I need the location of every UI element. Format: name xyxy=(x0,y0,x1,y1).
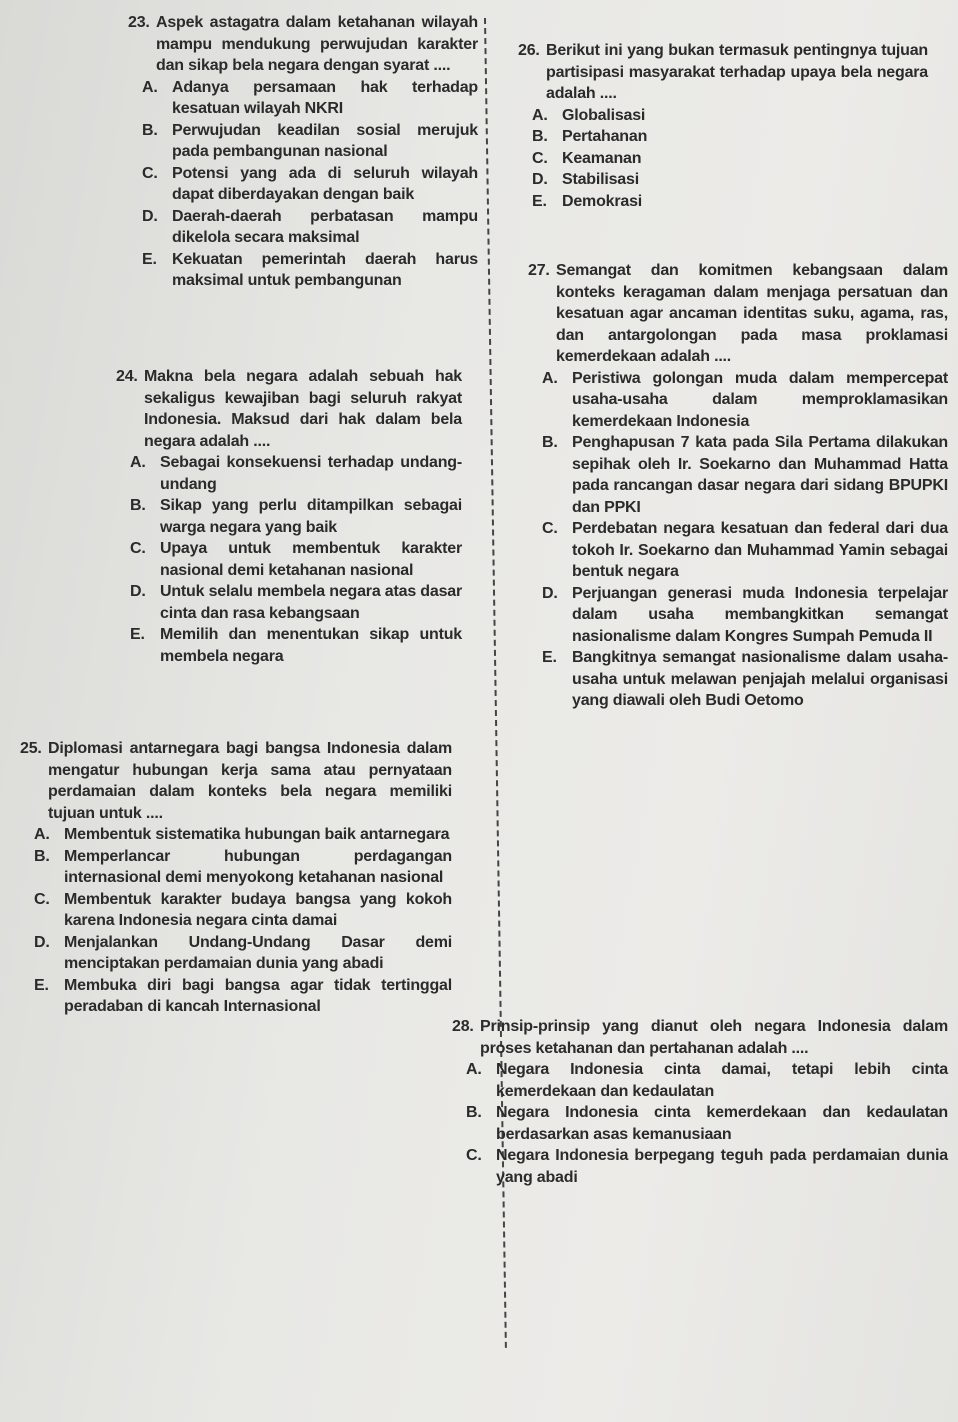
answer-option[interactable] xyxy=(130,581,462,624)
option-text: Keamanan xyxy=(562,149,642,167)
question-27 xyxy=(528,260,948,712)
option-letter: B. xyxy=(542,434,558,451)
question-26 xyxy=(518,40,928,212)
answer-option[interactable] xyxy=(142,120,478,163)
option-text: Perdebatan negara kesatuan dan federal dari dua tokoh Ir. Soekarno dan Muhammad Yamin sebagai bentuk negara xyxy=(572,520,948,580)
answer-option[interactable] xyxy=(142,249,478,292)
option-letter: E. xyxy=(532,192,547,210)
option-letter: B. xyxy=(130,497,146,514)
answer-option[interactable] xyxy=(34,932,452,975)
answer-option[interactable] xyxy=(542,368,948,433)
option-text: Penghapusan 7 kata pada Sila Pertama dilakukan sepihak oleh Ir. Soekarno dan Muhammad Hatta pada rancangan dasar negara dari sidang BPUPKI dan PPKI xyxy=(572,434,948,516)
option-text: Potensi yang ada di seluruh wilayah dapat diberdayakan dengan baik xyxy=(172,164,478,203)
option-text: Untuk selalu membela negara atas dasar cinta dan rasa kebangsaan xyxy=(160,583,462,622)
question-text: Semangat dan komitmen kebangsaan dalam konteks keragaman dalam menjaga persatuan dan kesatuan agar ancaman identitas suku, agama, ras, dan antargolongan pada masa proklamasi kemerdekaan adalah .... xyxy=(556,262,948,365)
answer-option[interactable] xyxy=(532,148,928,170)
option-letter: B. xyxy=(34,847,50,865)
option-text: Perwujudan keadilan sosial merujuk pada pembangunan nasional xyxy=(172,121,478,160)
question-stem xyxy=(20,738,452,824)
question-text: Diplomasi antarnegara bagi bangsa Indonesia dalam mengatur hubungan kerja sama atau pernyataan perdamaian dalam konteks bela negara memiliki tujuan untuk .... xyxy=(48,740,452,822)
answer-option[interactable] xyxy=(542,518,948,583)
question-24 xyxy=(116,366,462,667)
options-list xyxy=(542,368,948,712)
option-letter: B. xyxy=(466,1104,482,1121)
option-text: Sikap yang perlu ditampilkan sebagai warga negara yang baik xyxy=(160,497,462,536)
option-text: Adanya persamaan hak terhadap kesatuan wilayah NKRI xyxy=(172,78,478,117)
question-number: 26. xyxy=(518,42,540,59)
option-text: Memperlancar hubungan perdagangan internasional demi menyokong ketahanan nasional xyxy=(64,847,452,886)
option-text: Pertahanan xyxy=(562,128,648,145)
option-letter: C. xyxy=(34,890,50,908)
question-text: Makna bela negara adalah sebuah hak sekaligus kewajiban bagi seluruh rakyat Indonesia. Maksud dari hak dalam bela negara adalah .... xyxy=(144,368,462,450)
question-stem xyxy=(452,1016,948,1059)
option-letter: D. xyxy=(542,584,558,602)
answer-option[interactable] xyxy=(542,647,948,712)
answer-option[interactable] xyxy=(130,495,462,538)
option-letter: D. xyxy=(130,583,146,600)
option-text: Demokrasi xyxy=(562,192,643,210)
answer-option[interactable] xyxy=(34,889,452,932)
answer-option[interactable] xyxy=(542,583,948,648)
option-text: Membentuk karakter budaya bangsa yang kokoh karena Indonesia negara cinta damai xyxy=(64,890,452,929)
question-text: Aspek astagatra dalam ketahanan wilayah mampu mendukung perwujudan karakter dan sikap bela negara dengan syarat .... xyxy=(156,14,478,74)
option-letter: C. xyxy=(130,540,146,557)
options-list xyxy=(34,824,452,1018)
answer-option[interactable] xyxy=(532,126,928,148)
option-text: Daerah-daerah perbatasan mampu dikelola secara maksimal xyxy=(172,207,478,246)
answer-option[interactable] xyxy=(532,169,928,191)
answer-option[interactable] xyxy=(34,824,452,846)
answer-option[interactable] xyxy=(34,975,452,1018)
option-letter: A. xyxy=(34,826,50,843)
question-stem xyxy=(116,366,462,452)
options-list xyxy=(142,77,478,292)
option-text: Negara Indonesia cinta kemerdekaan dan kedaulatan berdasarkan asas kemanusiaan xyxy=(496,1104,948,1143)
option-text: Negara Indonesia berpegang teguh pada perdamaian dunia yang abadi xyxy=(496,1147,948,1186)
option-letter: A. xyxy=(466,1061,482,1078)
answer-option[interactable] xyxy=(466,1102,948,1145)
answer-option[interactable] xyxy=(142,206,478,249)
question-23 xyxy=(128,12,478,292)
answer-option[interactable] xyxy=(542,432,948,518)
option-text: Membentuk sistematika hubungan baik antarnegara xyxy=(64,826,450,843)
option-text: Kekuatan pemerintah daerah harus maksimal untuk pembangunan xyxy=(172,250,478,289)
answer-option[interactable] xyxy=(130,624,462,667)
option-text: Negara Indonesia cinta damai, tetapi lebih cinta kemerdekaan dan kedaulatan xyxy=(496,1061,948,1100)
option-letter: A. xyxy=(130,454,146,471)
option-letter: B. xyxy=(142,121,158,139)
question-28 xyxy=(452,1016,948,1188)
question-text: Prinsip-prinsip yang dianut oleh negara Indonesia dalam proses ketahanan dan pertahanan adalah .... xyxy=(480,1018,948,1057)
option-text: Menjalankan Undang-Undang Dasar demi menciptakan perdamaian dunia yang abadi xyxy=(64,933,452,972)
option-letter: C. xyxy=(142,164,158,182)
question-stem xyxy=(528,260,948,368)
answer-option[interactable] xyxy=(34,846,452,889)
question-number: 23. xyxy=(128,14,150,31)
option-letter: A. xyxy=(542,369,558,387)
option-letter: E. xyxy=(34,976,49,994)
option-text: Memilih dan menentukan sikap untuk membela negara xyxy=(160,626,462,665)
answer-option[interactable] xyxy=(532,191,928,213)
option-text: Upaya untuk membentuk karakter nasional demi ketahanan nasional xyxy=(160,540,462,579)
option-letter: D. xyxy=(142,207,158,225)
option-letter: E. xyxy=(542,649,557,666)
option-text: Bangkitnya semangat nasionalisme dalam usaha-usaha untuk melawan penjajah melalui organisasi yang diawali oleh Budi Oetomo xyxy=(572,649,948,709)
answer-option[interactable] xyxy=(130,452,462,495)
option-text: Globalisasi xyxy=(562,106,646,124)
question-stem xyxy=(518,40,928,105)
option-letter: C. xyxy=(532,149,548,167)
question-number: 27. xyxy=(528,262,550,279)
answer-option[interactable] xyxy=(466,1145,948,1188)
option-letter: C. xyxy=(542,520,558,537)
option-text: Perjuangan generasi muda Indonesia terpelajar dalam usaha membangkitkan semangat nasionalisme dalam Kongres Sumpah Pemuda II xyxy=(572,584,948,645)
option-letter: E. xyxy=(142,250,157,268)
options-list xyxy=(532,105,928,213)
answer-option[interactable] xyxy=(142,163,478,206)
question-number: 28. xyxy=(452,1018,474,1035)
option-letter: B. xyxy=(532,128,548,145)
option-letter: A. xyxy=(142,78,158,96)
option-text: Membuka diri bagi bangsa agar tidak tertinggal peradaban di kancah Internasional xyxy=(64,976,452,1015)
option-text: Sebagai konsekuensi terhadap undang-undang xyxy=(160,454,462,493)
option-text: Peristiwa golongan muda dalam mempercepat usaha-usaha dalam memproklamasikan kemerdekaan Indonesia xyxy=(572,369,948,430)
option-letter: C. xyxy=(466,1147,482,1164)
answer-option[interactable] xyxy=(466,1059,948,1102)
answer-option[interactable] xyxy=(142,77,478,120)
question-number: 25. xyxy=(20,740,42,757)
answer-option[interactable] xyxy=(130,538,462,581)
options-list xyxy=(466,1059,948,1188)
question-number: 24. xyxy=(116,368,138,385)
question-stem xyxy=(128,12,478,77)
question-25 xyxy=(20,738,452,1018)
option-letter: D. xyxy=(34,933,50,951)
option-letter: D. xyxy=(532,171,548,188)
option-text: Stabilisasi xyxy=(562,171,639,188)
option-letter: A. xyxy=(532,106,548,124)
option-letter: E. xyxy=(130,626,145,643)
answer-option[interactable] xyxy=(532,105,928,127)
options-list xyxy=(130,452,462,667)
question-text: Berikut ini yang bukan termasuk pentingnya tujuan partisipasi masyarakat terhadap upaya bela negara adalah .... xyxy=(546,42,928,102)
